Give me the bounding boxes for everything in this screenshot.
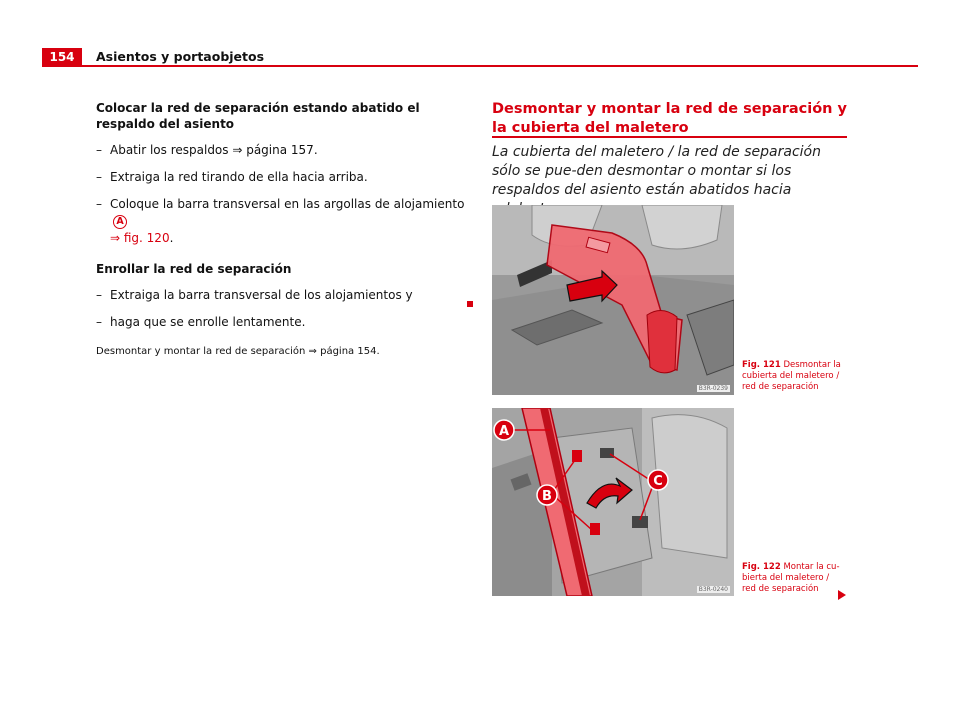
step-item [96,314,476,331]
step-item [96,196,476,247]
figure-code: B3R-0240 [698,586,728,593]
step-text: Extraiga la barra transversal de los alojamientos y [110,288,413,302]
callout-b [537,485,557,505]
trunk-cover-install-illustration [492,408,734,596]
continue-arrow-icon [838,590,846,600]
section-title-rule [492,136,847,138]
callout-marker-a: A [113,215,127,229]
page-header [42,48,918,66]
step-item [96,142,476,159]
figure-caption-text: Montar la cu-bierta del maletero / red de separación [742,562,840,594]
section-heading-roll-net: Enrollar la red de separación [96,262,292,276]
figure-122-caption [742,562,842,595]
callout-c [648,470,668,490]
callout-a [494,420,514,440]
step-dash: – [96,315,102,329]
section-heading-place-net: Colocar la red de separación estando abatido el respaldo del asiento [96,101,420,131]
left-column [96,100,476,359]
callout-a-label: A [498,424,510,439]
step-dash: – [96,288,102,302]
step-item [96,169,476,186]
section-end-marker [467,301,473,307]
step-text: haga que se enrolle lentamente. [110,315,306,329]
trunk-cover-removal-illustration [492,205,734,395]
figure-code: B3R-0239 [698,385,728,392]
figure-121-caption [742,360,842,393]
section-title: Desmontar y montar la red de separación y la cubierta del maletero [492,101,848,136]
page-number: 154 [42,48,82,66]
chapter-title: Asientos y portaobjetos [96,49,265,64]
figure-reference-link[interactable]: ⇒ fig. 120 [110,231,170,245]
step-dash: – [96,197,102,211]
callout-b-label: B [542,489,552,504]
figure-label: Fig. 121 [742,360,781,370]
step-text: Abatir los respaldos ⇒ página 157. [110,143,318,157]
step-item [96,287,476,304]
figure-caption-text: Desmontar la cubierta del maletero / red de separación [742,360,841,392]
figure-121-image [492,205,734,395]
cross-reference-note[interactable]: Desmontar y montar la red de separación ⇒ página 154. [96,346,380,357]
step-text-end: . [169,231,174,245]
step-text: Coloque la barra transversal en las argollas de alojamiento [110,197,465,211]
section-intro: La cubierta del maletero / la red de separación sólo se pue-den desmontar o montar si los respaldos del asiento están abatidos hacia [492,144,821,198]
header-rule [42,65,918,67]
figure-label: Fig. 122 [742,562,781,572]
figure-122-image [492,408,734,596]
step-dash: – [96,143,102,157]
callout-c-label: C [653,474,663,489]
step-dash: – [96,170,102,184]
step-text: Extraiga la red tirando de ella hacia arriba. [110,170,368,184]
